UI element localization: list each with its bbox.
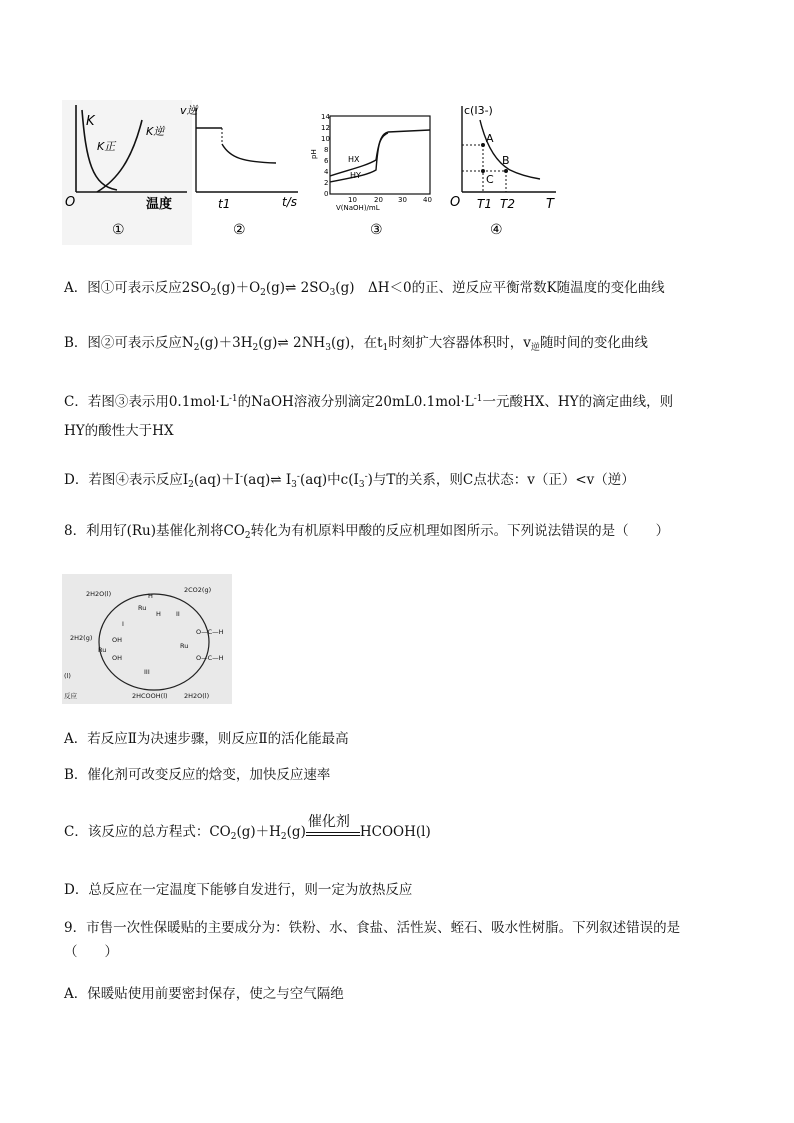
y-tick: 0 [324, 190, 329, 198]
t2-label: T2 [500, 197, 515, 211]
atom-label: Ru [180, 642, 189, 650]
q7-option-c: C．若图③表示用$0.1mol\cdot L^{-1}$的NaOH溶液分别滴定$20mL0.1mol\cdot L^{-1}$一元酸HX、HY的滴定曲线，则 [64, 394, 674, 410]
figure-caption: ① [112, 222, 125, 238]
y-tick: 6 [324, 157, 329, 165]
q8-option-b: B．催化剂可改变反应的焓变，加快反应速率 [64, 767, 331, 783]
rate-decay-curve [222, 144, 276, 163]
q9-stem: 9．市售一次性保暖贴的主要成分为：铁粉、水、食盐、活性炭、蛭石、吸水性树脂。下列叙述错误的是 [64, 920, 681, 936]
x-axis-label: 温度 [146, 197, 173, 212]
step-label: III [144, 668, 150, 676]
hx-label: HX [348, 155, 360, 164]
x-axis-label: T [546, 197, 554, 212]
y-tick: 10 [321, 135, 330, 143]
catalyst-condition: 催化剂 [306, 828, 360, 836]
q8-option-d: D．总反应在一定温度下能够自发进行，则一定为放热反应 [64, 882, 413, 898]
atom-label: H [156, 610, 161, 618]
atom-label: Ru [138, 604, 147, 612]
edge-label: (l) [64, 672, 71, 680]
q7-option-b: B．图②可表示反应$N_2(g)+3H_2(g)\rightleftharpoons$ $2NH_3(g)$，在$t_1$时刻扩大容器体积时，$v_逆$随时间的变化曲线 [64, 335, 648, 353]
equals-arrow [306, 832, 360, 836]
y-tick: 12 [321, 124, 330, 132]
figure-1-svg [62, 100, 192, 245]
step-label: I [122, 620, 124, 628]
plot-frame [330, 116, 430, 194]
reactant-label: 2H2O(l) [86, 590, 112, 598]
figure-caption: ③ [370, 222, 383, 238]
figure-3-titration [308, 104, 438, 245]
figure-4-svg [450, 100, 568, 245]
q8-stem: 8．利用钌(Ru)基催化剂将$CO_2$转化为有机原料甲酸的反应机理如图所示。下列说法错误的是（ ） [64, 523, 670, 541]
hy-label: HY [350, 171, 361, 180]
group-label: O—C—H [196, 628, 224, 636]
equilibrium-curve [480, 120, 540, 179]
q8-option-a: A．若反应Ⅱ为决速步骤，则反应Ⅱ的活化能最高 [64, 731, 349, 747]
point-c-label: C [486, 173, 494, 186]
y-axis-label: c(I3-) [464, 104, 493, 117]
t1-label: t1 [218, 197, 231, 211]
atom-label: OH [112, 654, 123, 662]
origin-label: O [65, 195, 76, 210]
k-reverse-label: K逆 [146, 125, 165, 138]
reactant-label: 2CO2(g) [184, 586, 212, 594]
y-tick: 14 [321, 113, 330, 121]
y-tick: 2 [324, 179, 329, 187]
q8-mechanism-diagram [62, 574, 232, 704]
y-tick: 8 [324, 146, 329, 154]
y-axis-label: v逆 [180, 104, 198, 117]
q9-option-a: A．保暖贴使用前要密封保存，使之与空气隔绝 [64, 986, 344, 1002]
edge-label: 反应 [64, 692, 77, 700]
group-label: O—C—H [196, 654, 224, 662]
t1-label: T1 [477, 197, 492, 211]
q7-option-a: A．图①可表示反应$2SO_2(g)+O_2(g)\rightleftharpoons$ $2SO_3(g)$ ΔH＜0的正、逆反应平衡常数K随温度的变化曲线 [64, 280, 665, 298]
atom-label: OH [112, 636, 123, 644]
reactant-label: 2H2(g) [70, 634, 93, 642]
q7-option-c-line2: HY的酸性大于HX [64, 423, 174, 439]
product-label: 2H2O(l) [184, 692, 210, 700]
figure-4-concentration-vs-temperature [450, 100, 568, 245]
point-a [481, 143, 485, 147]
atom-label: H [148, 592, 153, 600]
figure-caption: ④ [490, 222, 503, 238]
y-axis-label: K [86, 114, 95, 129]
x-axis-label: t/s [282, 195, 297, 209]
point-b [504, 169, 508, 173]
x-tick: 30 [398, 196, 407, 204]
x-tick: 10 [348, 196, 357, 204]
y-tick: 4 [324, 168, 329, 176]
figure-2-v-vs-time [178, 100, 306, 245]
atom-label: Ru [98, 646, 107, 654]
k-forward-label: K正 [97, 140, 116, 153]
x-tick: 40 [423, 196, 432, 204]
product-label: 2HCOOH(l) [132, 692, 168, 700]
mechanism-svg [62, 574, 232, 704]
point-b-label: B [502, 154, 510, 167]
figure-2-svg [178, 100, 306, 245]
q8-option-c: C．该反应的总方程式：$CO_2(g)+H_2(g)$ 催化剂 HCOOH(l) [64, 814, 431, 842]
step-label: II [176, 610, 180, 618]
figure-3-svg [308, 104, 438, 245]
q7-option-d: D．若图④表示反应$I_2(aq)+I^-(aq)\rightleftharpoons$ $I_3^-(aq)$中$c(I_3^-)$与T的关系，则C点状态：v（正）<v（逆） [64, 472, 635, 490]
point-c [481, 169, 485, 173]
q9-stem-line2: （ ） [64, 944, 118, 960]
origin-label: O [450, 195, 461, 210]
y-axis-label: pH [310, 149, 318, 159]
x-axis-label: V(NaOH)/mL [336, 204, 380, 212]
figure-caption: ② [233, 222, 246, 238]
hx-curve [330, 130, 430, 182]
point-a-label: A [486, 132, 494, 145]
x-tick: 20 [374, 196, 383, 204]
figure-1-k-vs-temperature [62, 100, 192, 245]
